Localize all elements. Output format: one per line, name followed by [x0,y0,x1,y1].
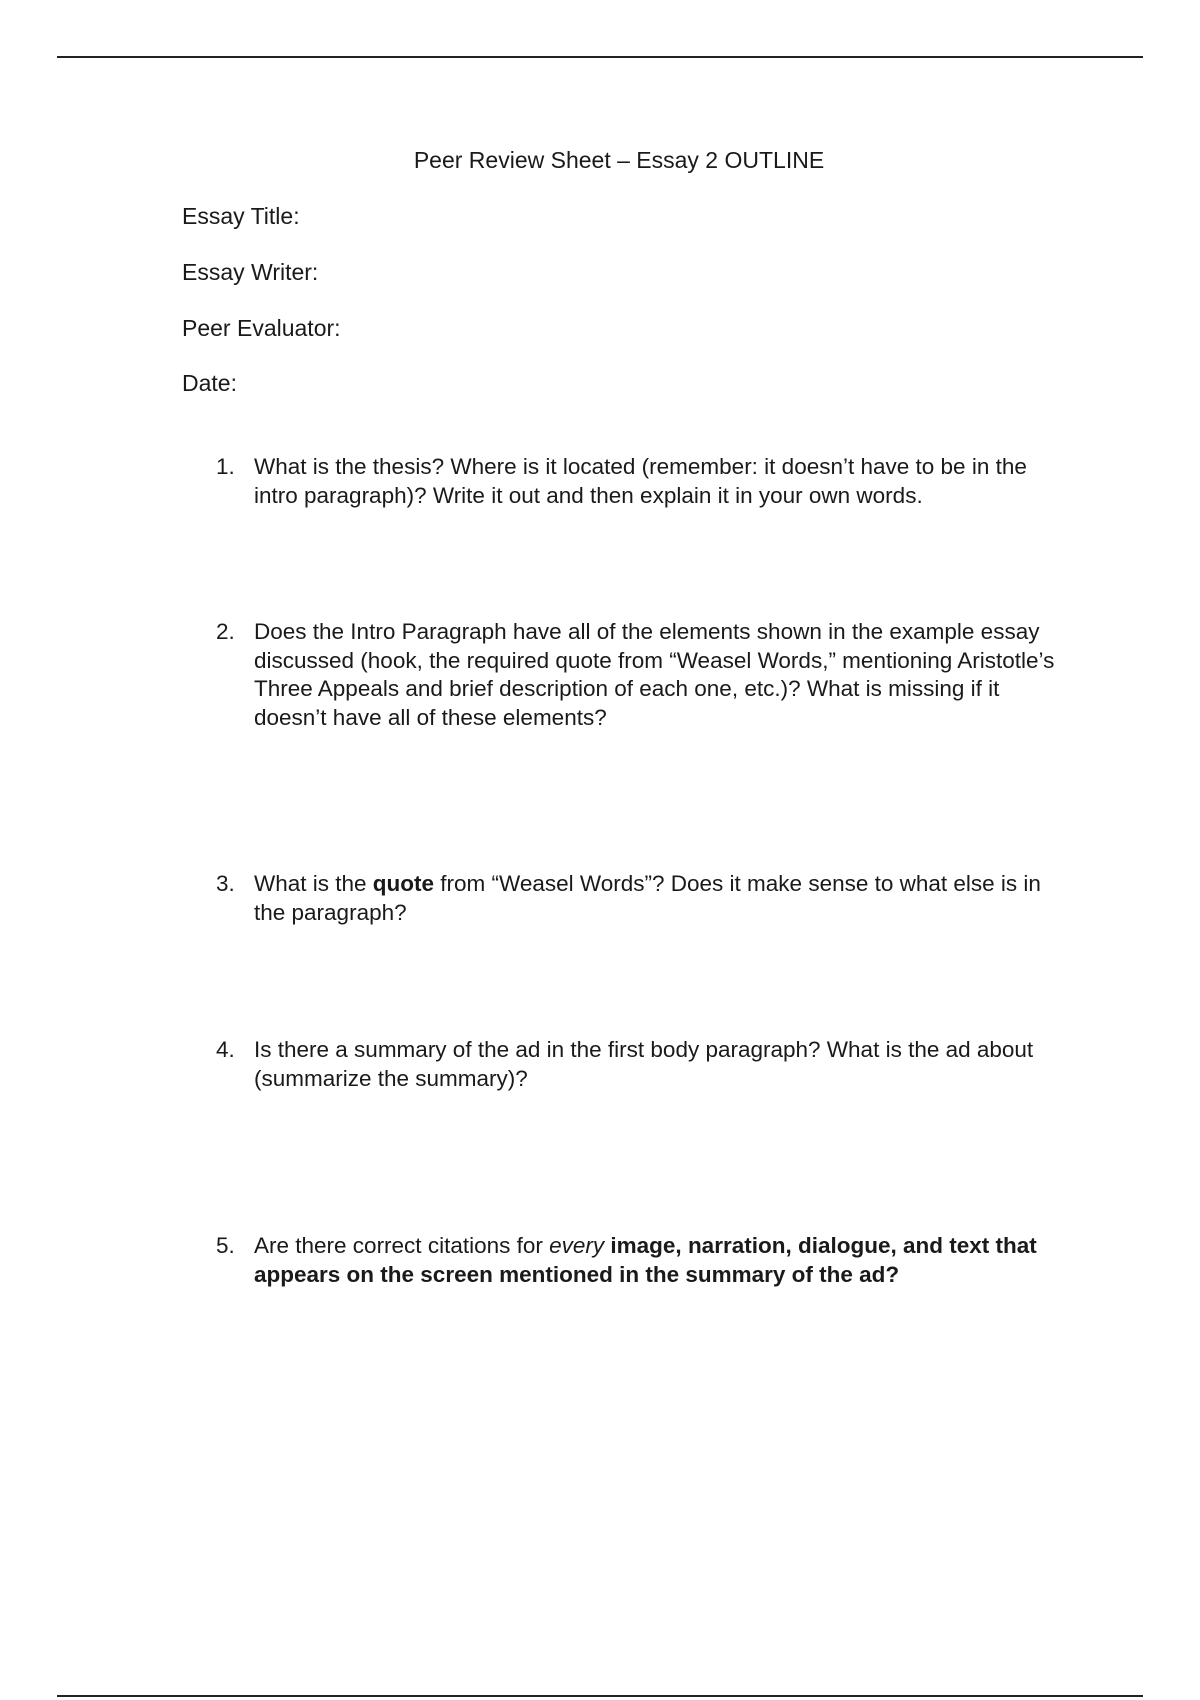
question-text: Is there a summary of the ad in the first body paragraph? What is the ad about (summarize the summary)? [254,1037,1034,1091]
question-text-start: What is the [254,871,373,896]
question-number: 1. [216,454,235,479]
question-text: Does the Intro Paragraph have all of the elements shown in the example essay discussed (hook, the required quote from “Weasel Words,” mentioning Aristotle’s Three Appeals and brief description of each one, etc.)? What is missing if it doesn’t have all of these elements? [254,619,1055,730]
question-number: 4. [216,1037,235,1062]
question-emphasis: quote [372,871,435,896]
question-text: What is the thesis? Where is it located (remember: it doesn’t have to be in the intro paragraph)? Write it out and then explain it in your own words. [254,454,1027,508]
question-number: 5. [216,1233,235,1258]
question-text-start: Are there correct citations for [254,1233,550,1258]
peer-evaluator-label: Peer Evaluator: [182,315,341,341]
question-text-end: from “Weasel Words”? Does it make sense to what else is in the paragraph? [254,871,1041,925]
essay-writer-label: Essay Writer: [182,259,319,285]
date-label: Date: [182,370,237,396]
question-4 [216,1036,1066,1093]
question-2 [216,618,1066,732]
bottom-rule [57,1695,1143,1697]
question-1 [216,453,1066,510]
question-number: 2. [216,619,235,644]
top-rule [57,56,1143,58]
question-emphasis: image, narration, dialogue, and text that appears on the screen mentioned in the summary of the ad? [254,1233,1037,1287]
question-text [254,870,1066,927]
page-title: Peer Review Sheet – Essay 2 OUTLINE [413,147,825,173]
essay-title-label: Essay Title: [182,203,300,229]
question-3 [216,870,1066,927]
question-5 [216,1232,1066,1289]
question-number: 3. [216,871,235,896]
question-text [254,1232,1066,1289]
question-italic: every [549,1233,605,1258]
